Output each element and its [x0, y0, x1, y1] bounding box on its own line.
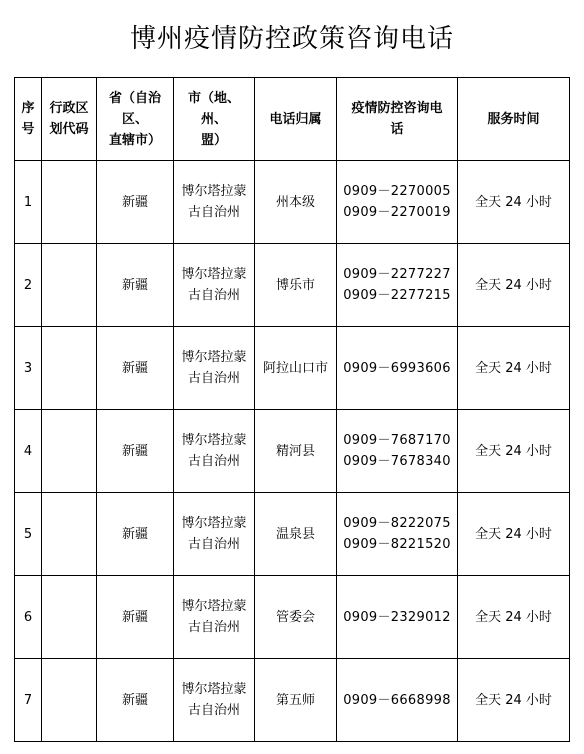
cell-no: 4 — [15, 410, 42, 493]
cell-city-line-2: 古自治州 — [187, 703, 240, 718]
header-owner — [255, 78, 337, 161]
header-hours-line-1: 服务时间 — [487, 111, 540, 127]
phone-number: 0909－2329012 — [343, 609, 451, 625]
header-city-line-1: 市（地、州、 — [187, 90, 240, 127]
cell-no: 1 — [15, 161, 42, 244]
header-no — [15, 78, 42, 161]
cell-city-line-2: 古自治州 — [187, 371, 240, 386]
cell-hours: 全天 24 小时 — [458, 327, 570, 410]
table-row — [15, 410, 570, 493]
header-code-line-2: 划代码 — [49, 122, 89, 137]
cell-owner: 阿拉山口市 — [255, 327, 337, 410]
table-row — [15, 659, 570, 742]
cell-province: 新疆 — [97, 659, 174, 742]
cell-no: 7 — [15, 659, 42, 742]
cell-city-line-1: 博尔塔拉蒙 — [181, 433, 247, 448]
cell-city — [174, 659, 255, 742]
cell-city — [174, 576, 255, 659]
cell-phone — [337, 410, 458, 493]
cell-city — [174, 244, 255, 327]
cell-no: 5 — [15, 493, 42, 576]
cell-code — [42, 493, 97, 576]
hotline-table — [14, 77, 570, 742]
header-province — [97, 78, 174, 161]
phone-number: 0909－7678340 — [343, 454, 451, 469]
phone-number: 0909－8221520 — [343, 537, 451, 552]
cell-hours: 全天 24 小时 — [458, 493, 570, 576]
cell-city-line-2: 古自治州 — [187, 205, 240, 220]
cell-city-line-1: 博尔塔拉蒙 — [181, 516, 247, 531]
cell-owner: 第五师 — [255, 659, 337, 742]
cell-city — [174, 410, 255, 493]
cell-city-line-2: 古自治州 — [187, 454, 240, 469]
cell-code — [42, 244, 97, 327]
cell-hours: 全天 24 小时 — [458, 161, 570, 244]
phone-number: 0909－2277227 — [343, 267, 451, 282]
cell-province: 新疆 — [97, 327, 174, 410]
cell-code — [42, 327, 97, 410]
header-city — [174, 78, 255, 161]
phone-number: 0909－7687170 — [343, 433, 451, 448]
cell-phone — [337, 493, 458, 576]
cell-owner: 精河县 — [255, 410, 337, 493]
phone-number: 0909－6993606 — [343, 360, 451, 376]
cell-city-line-2: 古自治州 — [187, 537, 240, 552]
phone-number: 0909－2277215 — [343, 288, 451, 303]
header-no-line-2: 号 — [21, 122, 35, 137]
cell-phone — [337, 327, 458, 410]
cell-city-line-1: 博尔塔拉蒙 — [181, 184, 247, 199]
cell-city-line-1: 博尔塔拉蒙 — [181, 599, 247, 614]
cell-hours: 全天 24 小时 — [458, 410, 570, 493]
cell-province: 新疆 — [97, 576, 174, 659]
header-province-line-1: 省（自治区、 — [108, 90, 161, 127]
header-row — [15, 78, 570, 161]
cell-owner: 博乐市 — [255, 244, 337, 327]
cell-province: 新疆 — [97, 244, 174, 327]
page-title: 博州疫情防控政策咨询电话 — [129, 24, 454, 54]
header-city-line-2: 盟） — [200, 132, 227, 148]
cell-owner: 管委会 — [255, 576, 337, 659]
header-province-line-2: 直辖市） — [108, 132, 161, 148]
cell-phone — [337, 244, 458, 327]
cell-province: 新疆 — [97, 493, 174, 576]
cell-city-line-2: 古自治州 — [187, 288, 240, 303]
header-code-line-1: 行政区 — [49, 101, 89, 116]
cell-city — [174, 161, 255, 244]
cell-code — [42, 659, 97, 742]
cell-phone — [337, 576, 458, 659]
cell-province: 新疆 — [97, 410, 174, 493]
cell-code — [42, 576, 97, 659]
header-code — [42, 78, 97, 161]
phone-number: 0909－2270005 — [343, 184, 451, 199]
cell-no: 3 — [15, 327, 42, 410]
cell-no: 6 — [15, 576, 42, 659]
header-no-line-1: 序 — [21, 101, 35, 116]
cell-hours: 全天 24 小时 — [458, 244, 570, 327]
phone-number: 0909－6668998 — [343, 692, 451, 708]
header-phone-line-2: 话 — [390, 122, 404, 137]
cell-owner: 温泉县 — [255, 493, 337, 576]
header-phone — [337, 78, 458, 161]
cell-province: 新疆 — [97, 161, 174, 244]
header-hours — [458, 78, 570, 161]
cell-phone — [337, 659, 458, 742]
cell-code — [42, 161, 97, 244]
header-phone-line-1: 疫情防控咨询电 — [351, 101, 443, 116]
cell-hours: 全天 24 小时 — [458, 576, 570, 659]
cell-city-line-1: 博尔塔拉蒙 — [181, 267, 247, 282]
cell-city — [174, 327, 255, 410]
table-row — [15, 576, 570, 659]
cell-city — [174, 493, 255, 576]
cell-hours: 全天 24 小时 — [458, 659, 570, 742]
phone-number: 0909－8222075 — [343, 516, 451, 531]
table-row — [15, 161, 570, 244]
cell-phone — [337, 161, 458, 244]
phone-number: 0909－2270019 — [343, 205, 451, 220]
table-row — [15, 493, 570, 576]
table-row — [15, 327, 570, 410]
cell-owner: 州本级 — [255, 161, 337, 244]
header-owner-line-1: 电话归属 — [269, 111, 322, 127]
cell-no: 2 — [15, 244, 42, 327]
cell-code — [42, 410, 97, 493]
table-row — [15, 244, 570, 327]
cell-city-line-2: 古自治州 — [187, 620, 240, 635]
cell-city-line-1: 博尔塔拉蒙 — [181, 682, 247, 697]
cell-city-line-1: 博尔塔拉蒙 — [181, 350, 247, 365]
